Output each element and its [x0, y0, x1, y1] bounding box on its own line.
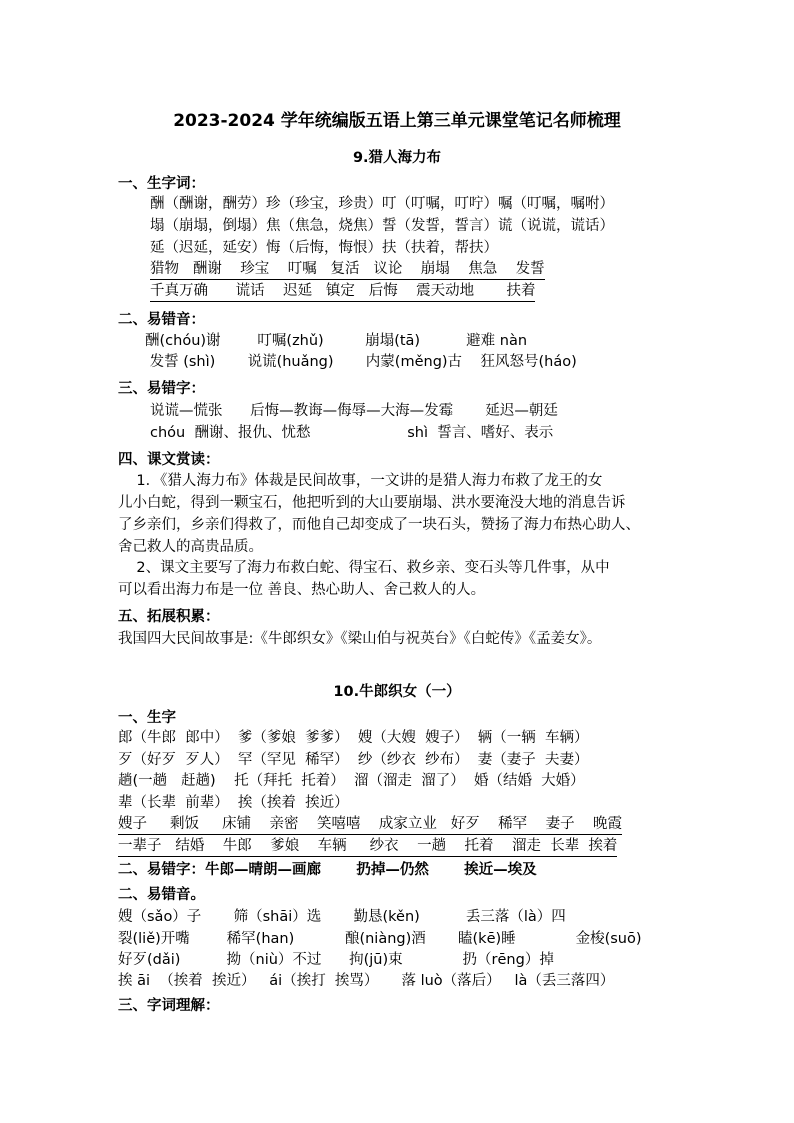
lesson9-section3-heading: 三、易错字： [118, 381, 205, 397]
lesson9-para1-line: 了乡亲们，乡亲们得救了，而他自己却变成了一块石头，赞扬了海力布热心助人、 [118, 517, 640, 533]
lesson10-char-line: 歹（好歹 歹人） 罕（罕见 稀罕） 纱（纱衣 纱布） 妻（妻子 夫妻） [118, 752, 589, 768]
lesson9-char-line: 说谎—慌张 后悔—教诲—侮辱—大海—发霉 延迟—朝廷 [150, 403, 558, 419]
lesson10-section1-heading: 一、生字 [118, 710, 176, 726]
lesson10-title: 10.牛郎织女（一） [333, 684, 461, 700]
lesson10-section2-heading: 二、易错字：牛郎—晴朗—画廊 扔掉—仍然 挨近—埃及 [118, 862, 537, 878]
document-title: 2023-2024 学年统编版五语上第三单元课堂笔记名师梳理 [173, 111, 621, 131]
lesson10-pron-line: 好歹(dǎi) 拗（niù）不过 拘(jū)束 扔（rēng）掉 [118, 952, 554, 968]
lesson10-vocab-line: 嫂子 剩饭 床铺 亲密 笑嘻嘻 成家立业 好歹 稀罕 妻子 晚霞 [118, 814, 622, 835]
lesson9-section5-heading: 五、拓展积累： [118, 609, 220, 625]
lesson10-char-line: 辈（长辈 前辈） 挨（挨着 挨近） [118, 795, 349, 811]
lesson9-section4-heading: 四、课文赏读： [118, 452, 220, 468]
lesson9-extension-text: 我国四大民间故事是:《牛郎织女》《梁山伯与祝英台》《白蛇传》《孟姜女》。 [118, 631, 602, 647]
lesson9-para1-line: 1．《猎人海力布》体裁是民间故事，一文讲的是猎人海力布救了龙王的女 [118, 473, 603, 489]
lesson10-pron-line: 嫂（sǎo）子 筛（shāi）选 勤恳(kěn) 丢三落（là）四 [118, 909, 566, 925]
lesson10-section4-heading: 三、字词理解： [118, 998, 220, 1014]
lesson9-section2-heading: 二、易错音： [118, 312, 205, 328]
lesson9-vocab-line: 猎物 酬谢 珍宝 叮嘱 复活 议论 崩塌 焦急 发誓 [150, 259, 545, 280]
lesson9-vocab-line: 千真万确 谎话 迟延 镇定 后悔 震天动地 扶着 [150, 281, 535, 302]
lesson9-para2-line: 可以看出海力布是一位 善良、热心助人、舍己救人的人。 [118, 582, 486, 598]
lesson9-section1-heading: 一、生字词： [118, 176, 205, 192]
lesson10-pron-line: 挨 āi （挨着 挨近） ái（挨打 挨骂） 落 luò（落后） là（丢三落四） [118, 973, 615, 989]
lesson10-pron-line: 裂(liě)开嘴 稀罕(han) 酿(niàng)酒 瞌(kē)睡 金梭(suō) [118, 931, 642, 947]
lesson10-char-line: 郎（牛郎 郎中） 爹（爹娘 爹爹） 嫂（大嫂 嫂子） 辆（一辆 车辆） [118, 730, 589, 746]
lesson9-title: 9.猎人海力布 [352, 150, 442, 166]
lesson9-pron-line: 酬(chóu)谢 叮嘱(zhǔ) 崩塌(tā) 避难 nàn [145, 333, 528, 349]
lesson9-char-line: chóu 酬谢、报仇、忧愁 shì 誓言、嗜好、表示 [150, 425, 554, 441]
lesson9-word-line: 塌（崩塌，倒塌）焦（焦急，烧焦）誓（发誓，誓言）谎（说谎，谎话） [150, 218, 614, 234]
lesson10-section3-heading: 二、易错音。 [118, 887, 205, 903]
lesson9-para1-line: 儿小白蛇，得到一颗宝石，他把听到的大山要崩塌、洪水要淹没大地的消息告诉 [118, 495, 626, 511]
lesson9-word-line: 延（迟延，延安）悔（后悔，悔恨）扶（扶着，帮扶） [150, 240, 498, 256]
lesson10-char-line: 趟(一趟 赶趟) 托（拜托 托着） 溜（溜走 溜了） 婚（结婚 大婚） [118, 773, 585, 789]
lesson9-para1-line: 舍己救人的高贵品质。 [118, 539, 263, 555]
lesson9-para2-line: 2、课文主要写了海力布救白蛇、得宝石、救乡亲、变石头等几件事，从中 [118, 560, 610, 576]
lesson10-vocab-line: 一辈子 结婚 牛郎 爹娘 车辆 纱衣 一趟 托着 溜走 长辈 挨着 [118, 836, 617, 857]
lesson9-pron-line: 发誓 (shì) 说谎(huǎng) 内蒙(měng)古 狂风怒号(háo) [145, 354, 577, 370]
lesson9-word-line: 酬（酬谢，酬劳）珍（珍宝，珍贵）叮（叮嘱，叮咛）嘱（叮嘱，嘱咐） [150, 196, 614, 212]
